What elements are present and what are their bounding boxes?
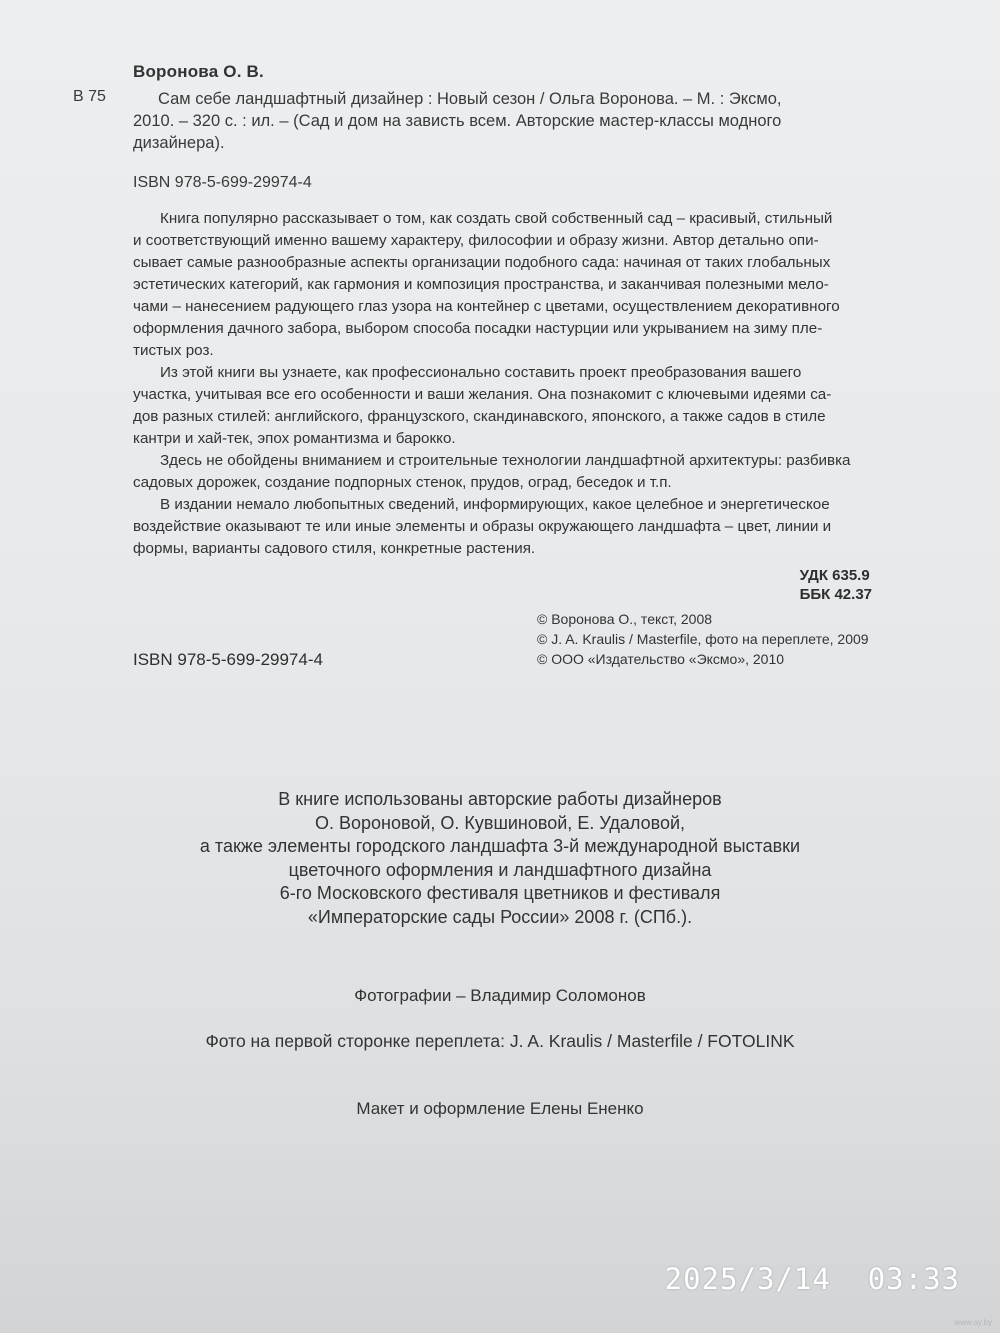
credits-line: а также элементы городского ландшафта 3-й международной выставки [199, 836, 801, 856]
abstract-line: тистых роз. [133, 342, 214, 359]
library-code: В 75 [73, 88, 106, 105]
cover-photo-credit: Фото на первой сторонке переплета: J. A. Kraulis / Masterfile / FOTOLINK [205, 1031, 795, 1051]
bibliographic-line: Сам себе ландшафтный дизайнер : Новый сезон / Ольга Воронова. – М. : Эксмо, [158, 90, 782, 108]
bibliographic-line: дизайнера). [133, 134, 225, 152]
bbk-code: ББК 42.37 [799, 586, 872, 603]
abstract-line: кантри и хай-тек, эпох романтизма и барокко. [133, 430, 456, 447]
credits-line: «Императорские сады России» 2008 г. (СПб.). [307, 906, 693, 927]
isbn-top: ISBN 978-5-699-29974-4 [133, 174, 312, 191]
bibliographic-line: 2010. – 320 с. : ил. – (Сад и дом на зависть всем. Авторские мастер-классы модного [133, 112, 782, 130]
abstract-line: Здесь не обойдены вниманием и строительные технологии ландшафтной архитектуры: разбивка [160, 452, 851, 469]
abstract-line: и соответствующий именно вашему характеру, философии и образу жизни. Автор детально опи- [133, 232, 819, 249]
credits-line: О. Вороновой, О. Кувшиновой, Е. Удаловой, [314, 812, 686, 833]
author-name: Воронова О. В. [133, 62, 264, 81]
abstract-line: формы, варианты садового стиля, конкретные растения. [133, 540, 536, 557]
abstract-line: эстетических категорий, как гармония и композиция пространства, и заканчивая полезными мело- [133, 276, 829, 293]
credits-line: В книге использованы авторские работы дизайнеров [278, 789, 722, 809]
abstract-line: садовых дорожек, создание подпорных стенок, прудов, оград, беседок и т.п. [133, 474, 672, 491]
classification-codes [800, 566, 872, 604]
abstract-line: сывает самые разнообразные аспекты организации подобного сада: начиная от таких глобальных [133, 254, 831, 271]
abstract-line: воздействие оказывают те или иные элементы и образы окружающего ландшафта – цвет, линии и [133, 518, 832, 535]
copyright-line: © J. A. Kraulis / Masterfile, фото на переплете, 2009 [537, 631, 869, 647]
abstract-line: Книга популярно рассказывает о том, как создать свой собственный сад – красивый, стильный [160, 210, 833, 227]
abstract-line: оформления дачного забора, выбором способа посадки настурции или укрыванием на зиму пле- [133, 320, 823, 337]
credits-line: 6-го Московского фестиваля цветников и фестиваля [279, 883, 721, 903]
abstract-line: Из этой книги вы узнаете, как профессионально составить проект преобразования вашего [160, 364, 802, 381]
designers-credits [0, 788, 1000, 929]
camera-timestamp: 2025/3/14 03:33 [664, 1262, 960, 1296]
photos-credit: Фотографии – Владимир Соломонов [354, 986, 646, 1005]
copyright-line: © Воронова О., текст, 2008 [537, 611, 713, 627]
abstract-line: участка, учитывая все его особенности и ваши желания. Она познакомит с ключевыми идеями са- [133, 386, 832, 403]
isbn-bottom: ISBN 978-5-699-29974-4 [133, 650, 323, 669]
copyright-block [537, 609, 869, 669]
layout-credit: Макет и оформление Елены Ененко [356, 1099, 644, 1118]
udk-code: УДК 635.9 [799, 567, 870, 584]
abstract-line: дов разных стилей: английского, французского, скандинавского, японского, а также садов в стиле [133, 408, 826, 425]
credits-line: цветочного оформления и ландшафтного дизайна [288, 859, 712, 880]
copyright-line: © ООО «Издательство «Эксмо», 2010 [537, 651, 785, 667]
abstract-line: чами – нанесением радующего глаз узора на контейнер с цветами, осуществлением декоративного [133, 298, 840, 315]
watermark: www.ay.by [954, 1318, 992, 1327]
bibliographic-record [133, 88, 873, 154]
abstract [133, 208, 873, 560]
abstract-line: В издании немало любопытных сведений, информирующих, какое целебное и энергетическое [160, 496, 830, 513]
